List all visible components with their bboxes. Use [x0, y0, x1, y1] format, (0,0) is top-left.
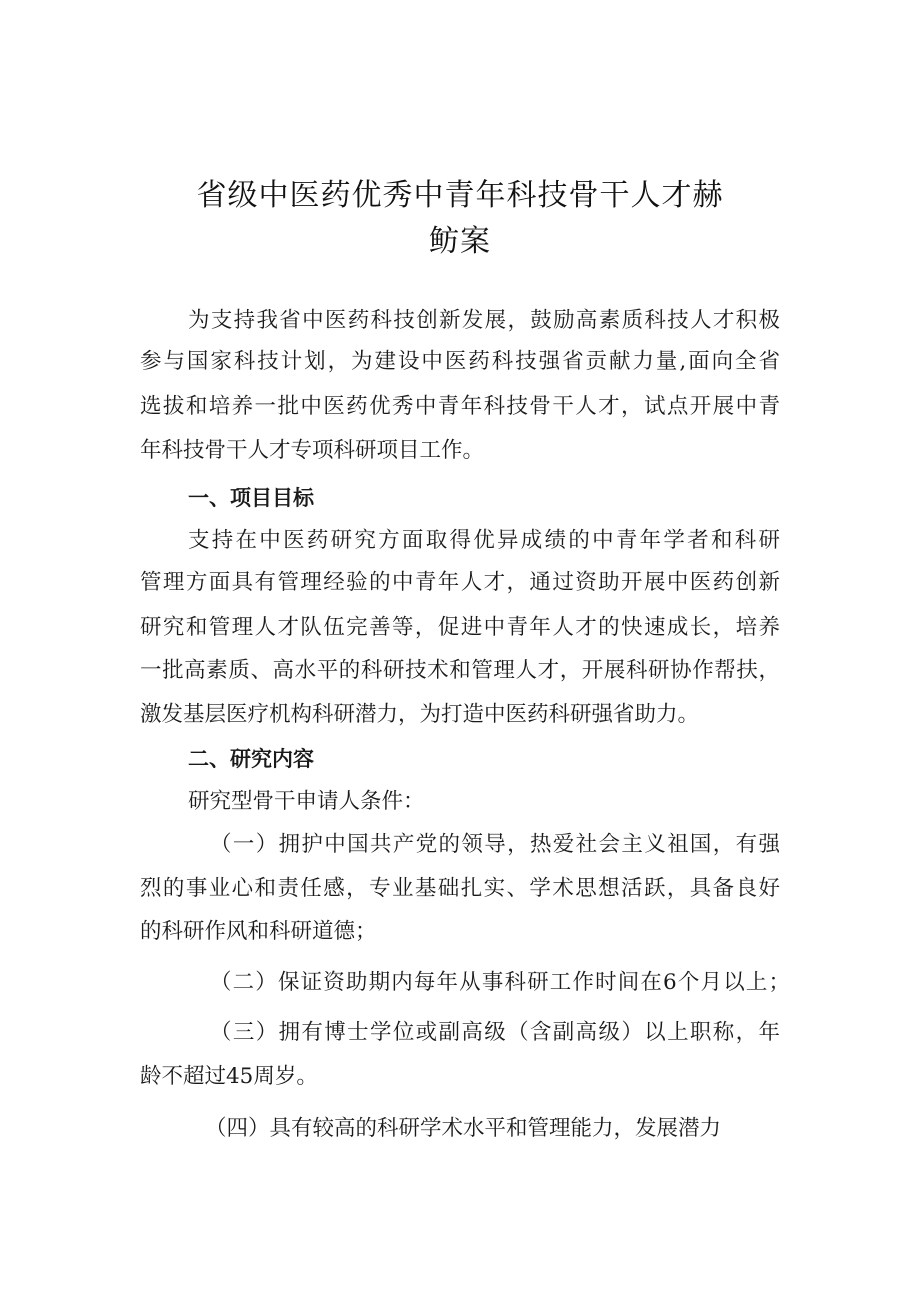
- section1-line-2: 管理方面具有管理经验的中青年人才，通过资助开展中医药创新: [140, 570, 780, 595]
- section1-line-1: 支持在中医药研究方面取得优异成绩的中青年学者和科研: [188, 528, 780, 553]
- item1-line-1: （一）拥护中国共产党的领导，热爱社会主义祖国，有强: [210, 832, 780, 857]
- document-title-line1: 省级中医药优秀中青年科技骨干人才赫: [196, 178, 724, 213]
- item1-line-3: 的科研作风和科研道德；: [140, 919, 377, 944]
- intro-line-2: 参与国家科技计划，为建设中医药科技强省贡献力量,面向全省: [140, 349, 780, 374]
- intro-line-1: 为支持我省中医药科技创新发展，鼓励高素质科技人才积极: [188, 308, 780, 333]
- intro-line-3: 选拔和培养一批中医药优秀中青年科技骨干人才，试点开展中青: [140, 394, 780, 419]
- section2-intro: 研究型骨干申请人条件：: [188, 789, 425, 814]
- section2-heading: 二、研究内容: [188, 747, 314, 771]
- item3-line-1: （三）拥有博士学位或副高级（含副高级）以上职称，年: [210, 1020, 780, 1045]
- item4-line: （四）具有较高的科研学术水平和管理能力，发展潜力: [205, 1116, 722, 1141]
- intro-line-4: 年科技骨干人才专项科研项目工作。: [140, 438, 485, 463]
- section1-line-3: 研究和管理人才队伍完善等，促进中青年人才的快速成长，培养: [140, 615, 780, 640]
- item2-line: （二）保证资助期内每年从事科研工作时间在6个月以上；: [210, 970, 790, 995]
- item3-line-2: 龄不超过45周岁。: [140, 1064, 318, 1089]
- document-title-line2: 鲂案: [429, 224, 491, 259]
- item1-line-2: 烈的事业心和责任感，专业基础扎实、学术思想活跃，具备良好: [140, 876, 780, 901]
- section1-heading: 一、项目目标: [188, 486, 314, 510]
- section1-line-4: 一批高素质、高水平的科研技术和管理人才，开展科研协作帮扶，: [140, 658, 780, 683]
- section1-line-5: 激发基层医疗机构科研潜力，为打造中医药科研强省助力。: [140, 702, 700, 727]
